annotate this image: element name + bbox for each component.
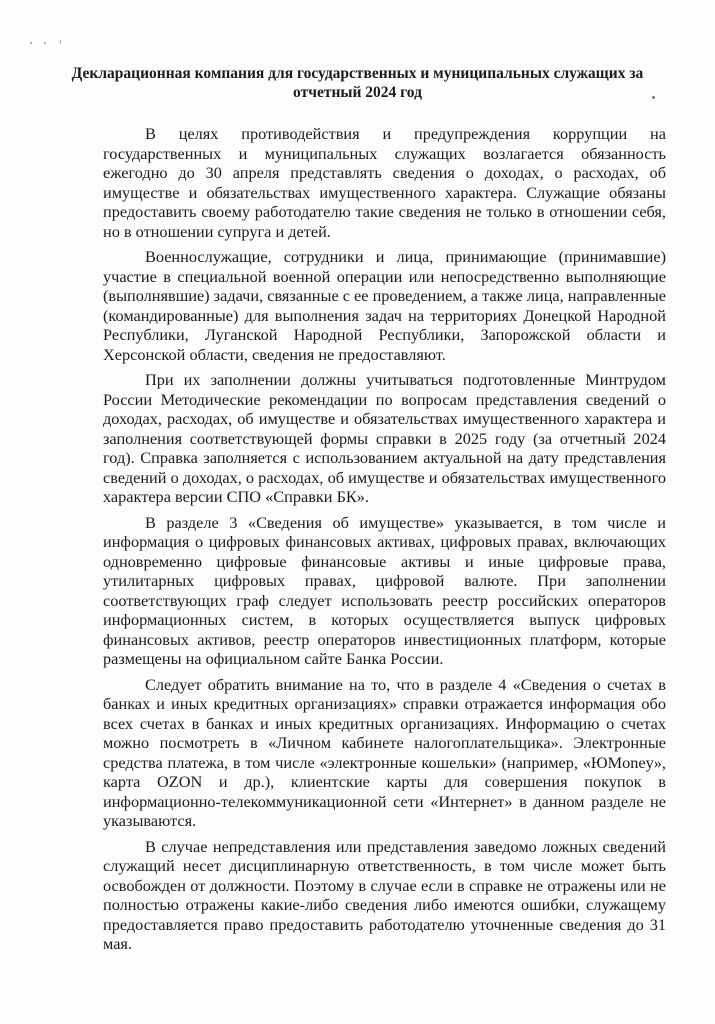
document-title: Декларационная компания для государственных и муниципальных служащих за отчетный 2024 год [71, 65, 644, 101]
paragraph-liability: В случае непредставления или представления заведомо ложных сведений служащий несет дисциплинарную ответственность, в том числе может быть освобожден от должности. Поэтому в случае если в справке не отражены или не полностью отражены какие-либо сведения либо имеются ошибки, служащему предоставляется право предоставить работодателю уточненные сведения до 31 мая. [103, 836, 666, 953]
scan-dot [652, 96, 655, 99]
paragraph-military-exemption: Военнослужащие, сотрудники и лица, принимающие (принимавшие) участие в специальной военной операции или непосредственно выполняющие (выполнявшие) задачи, связанные с ее проведением, а также лица, направленные (командированные) для выполнения задач на территориях Донецкой Народной Республики, Луганской Народной Республики, Запорожской области и Херсонской области, сведения не предоставляют. [103, 247, 666, 364]
paragraph-methodical-recommendations: При их заполнении должны учитываться подготовленные Минтрудом России Методические рекомендации по вопросам представления сведений о доходах, расходах, об имуществе и обязательствах имущественного характера и заполнения соответствующей формы справки в 2025 году (за отчетный 2024 год). Справка заполняется с использованием актуальной на дату представления сведений о доходах, о расходах, об имуществе и обязательствах имущественного характера версии СПО «Справки БК». [103, 370, 666, 506]
paragraph-anticorruption-duty: В целях противодействия и предупреждения коррупции на государственных и муниципальных служащих возлагается обязанность ежегодно до 30 апреля представлять сведения о доходах, о расходах, об имуществе и обязательствах имущественного характера. Служащие обязаны предоставить своему работодателю такие сведения не только в отношении себя, но в отношении супруга и детей. [103, 124, 666, 241]
paragraph-section-4-accounts: Следует обратить внимание на то, что в разделе 4 «Сведения о счетах в банках и иных кредитных организациях» справки отражается информация обо всех счетах в банках и иных кредитных организациях. Информацию о счетах можно посмотреть в «Личном кабинете налогоплательщика». Электронные средства платежа, в том числе «электронные кошельки» (например, «ЮMoney», карта OZON и др.), клиентские карты для совершения покупок в информационно-телекоммуникационной сети «Интернет» в данном разделе не указываются. [103, 674, 666, 830]
paragraph-section-3-property: В разделе 3 «Сведения об имуществе» указывается, в том числе и информация о цифровых финансовых активах, цифровых правах, включающих одновременно цифровые финансовые активы и иные цифровые права, утилитарных цифровых правах, цифровой валюте. При заполнении соответствующих граф следует использовать реестр российских операторов информационных систем, в которых осуществляется выпуск цифровых финансовых активов, реестр операторов инвестиционных платформ, которые размещены на официальном сайте Банка России. [103, 512, 666, 668]
document-body [103, 124, 666, 960]
scan-artifact [30, 40, 64, 46]
